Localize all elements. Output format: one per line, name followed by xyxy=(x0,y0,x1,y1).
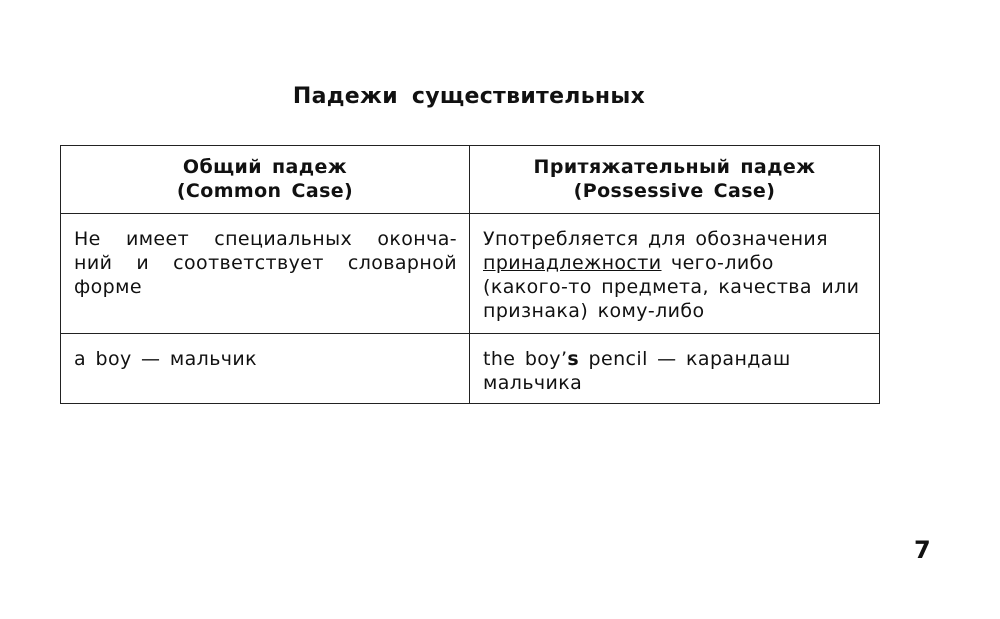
common-case-header xyxy=(61,146,470,214)
page-number: 7 xyxy=(914,536,931,564)
possessive-description-after: чего-либо (какого-то предмета, качества или признака) кому-либо xyxy=(483,252,860,322)
possessive-case-example xyxy=(470,334,880,404)
common-case-description xyxy=(61,214,470,334)
possessive-case-description xyxy=(470,214,880,334)
table-row xyxy=(61,334,880,404)
table-row xyxy=(61,214,880,334)
page-title: Падежи существительных xyxy=(292,84,646,109)
possessive-case-header-en: (Possessive Case) xyxy=(573,180,776,202)
table-header-row xyxy=(61,146,880,214)
common-case-header-en: (Common Case) xyxy=(176,180,354,202)
possessive-example-before: the boy’ xyxy=(483,348,568,370)
possessive-description-before: Употребляется для обозначения xyxy=(483,228,829,250)
common-case-description-text: Не имеет специальных оконча- ний и соответствует словарной форме xyxy=(74,228,457,298)
common-case-example xyxy=(61,334,470,404)
common-case-header-ru: Общий падеж xyxy=(182,156,348,178)
common-case-example-text: a boy — мальчик xyxy=(74,348,258,370)
possessive-case-header-ru: Притяжательный падеж xyxy=(533,156,816,178)
possessive-example-suffix: s xyxy=(567,348,580,370)
possessive-case-header xyxy=(470,146,880,214)
cases-table xyxy=(60,145,880,404)
possessive-example-after: pencil — карандаш мальчика xyxy=(483,348,791,394)
possessive-description-underlined: принадлежности xyxy=(483,252,662,274)
